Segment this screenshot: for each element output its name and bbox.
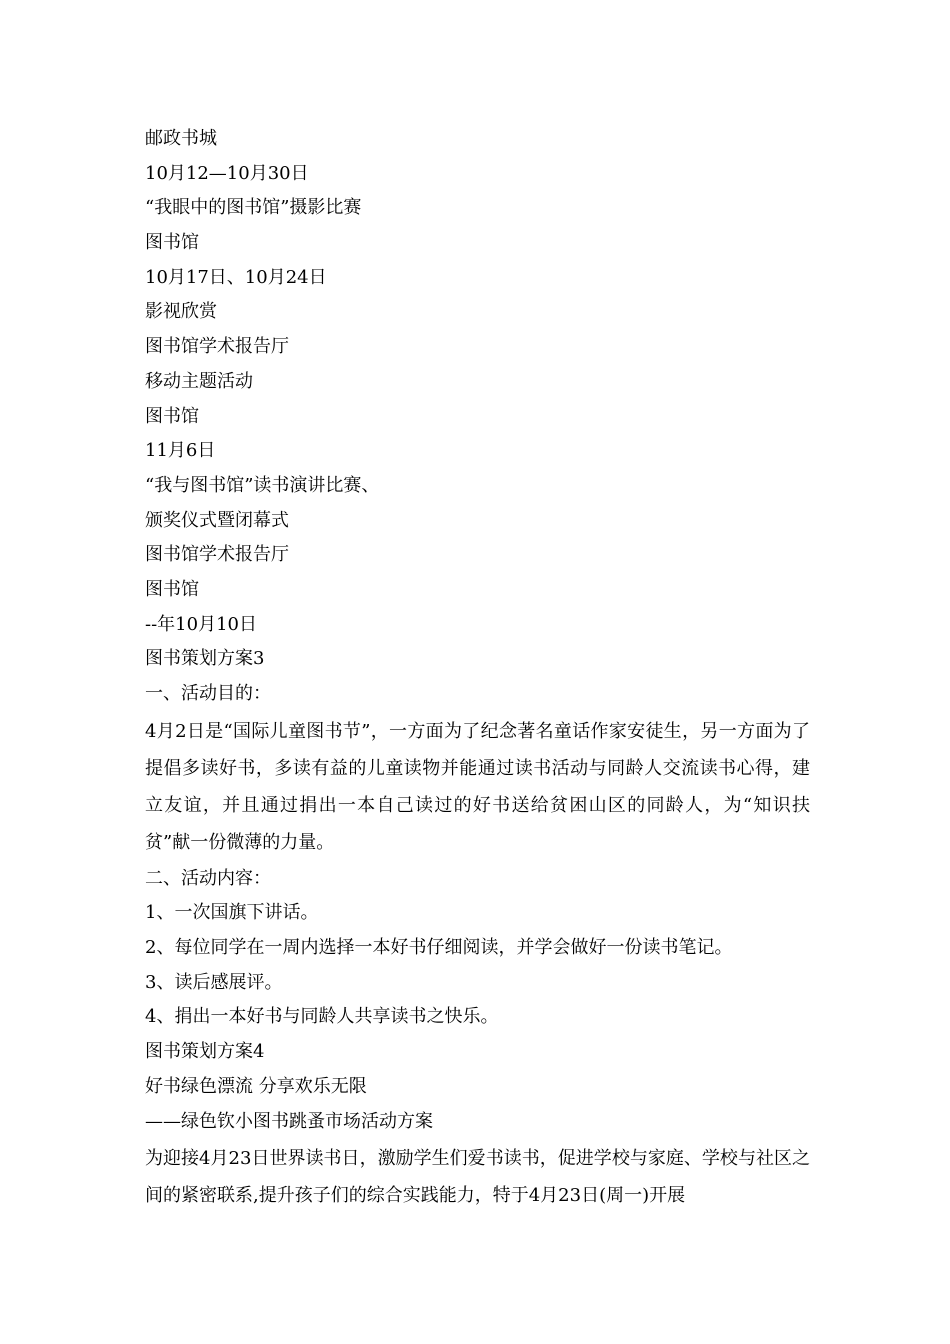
- text-line: 影视欣赏: [145, 301, 217, 323]
- section-heading: 图书策划方案4: [145, 1041, 265, 1063]
- subsection-heading: 一、活动目的：: [145, 683, 271, 704]
- list-item: 3、读后感展评。: [145, 971, 283, 993]
- text-line: 图书馆: [145, 405, 199, 427]
- text-line: 10月12—10月30日: [145, 162, 309, 184]
- text-line: 移动主题活动: [145, 370, 253, 392]
- text-line: 颁奖仪式暨闭幕式: [145, 509, 289, 531]
- text-line: “我眼中的图书馆”摄影比赛: [145, 197, 362, 219]
- text-line: 图书馆: [145, 578, 199, 600]
- slogan-line: 好书绿色漂流 分享欢乐无限: [145, 1075, 367, 1097]
- document-body: [145, 122, 810, 1215]
- text-line: 图书馆: [145, 232, 199, 254]
- paragraph-purpose: 4月2日是“国际儿童图书节”，一方面为了纪念著名童话作家安徒生，另一方面为了提倡多读好书，多读有益的儿童读物并能通过读书活动与同龄人交流读书心得，建立友谊，并且通过捐出一本自己读过的好书送给贫困山区的同龄人，为“知识扶贫”献一份微薄的力量。: [145, 720, 810, 853]
- section-heading: 图书策划方案3: [145, 648, 265, 670]
- text-line: 邮政书城: [145, 128, 217, 149]
- subsection-heading: 二、活动内容：: [145, 867, 271, 889]
- text-line: 11月6日: [145, 440, 216, 462]
- plan-subtitle: ——绿色钦小图书跳蚤市场活动方案: [145, 1110, 433, 1132]
- text-line: --年10月10日: [145, 613, 257, 635]
- text-line: 图书馆学术报告厅: [145, 336, 289, 358]
- text-line: 图书馆学术报告厅: [145, 544, 289, 566]
- paragraph-intro: 为迎接4月23日世界读书日，激励学生们爱书读书，促进学校与家庭、学校与社区之间的紧密联系,提升孩子们的综合实践能力，特于4月23日(周一)开展: [145, 1148, 810, 1207]
- list-item: 1、一次国旗下讲话。: [145, 902, 319, 924]
- text-line: “我与图书馆”读书演讲比赛、: [145, 474, 380, 496]
- list-item: 2、每位同学在一周内选择一本好书仔细阅读，并学会做好一份读书笔记。: [145, 937, 733, 959]
- text-line: 10月17日、10月24日: [145, 266, 327, 288]
- list-item: 4、捐出一本好书与同龄人共享读书之快乐。: [145, 1006, 499, 1028]
